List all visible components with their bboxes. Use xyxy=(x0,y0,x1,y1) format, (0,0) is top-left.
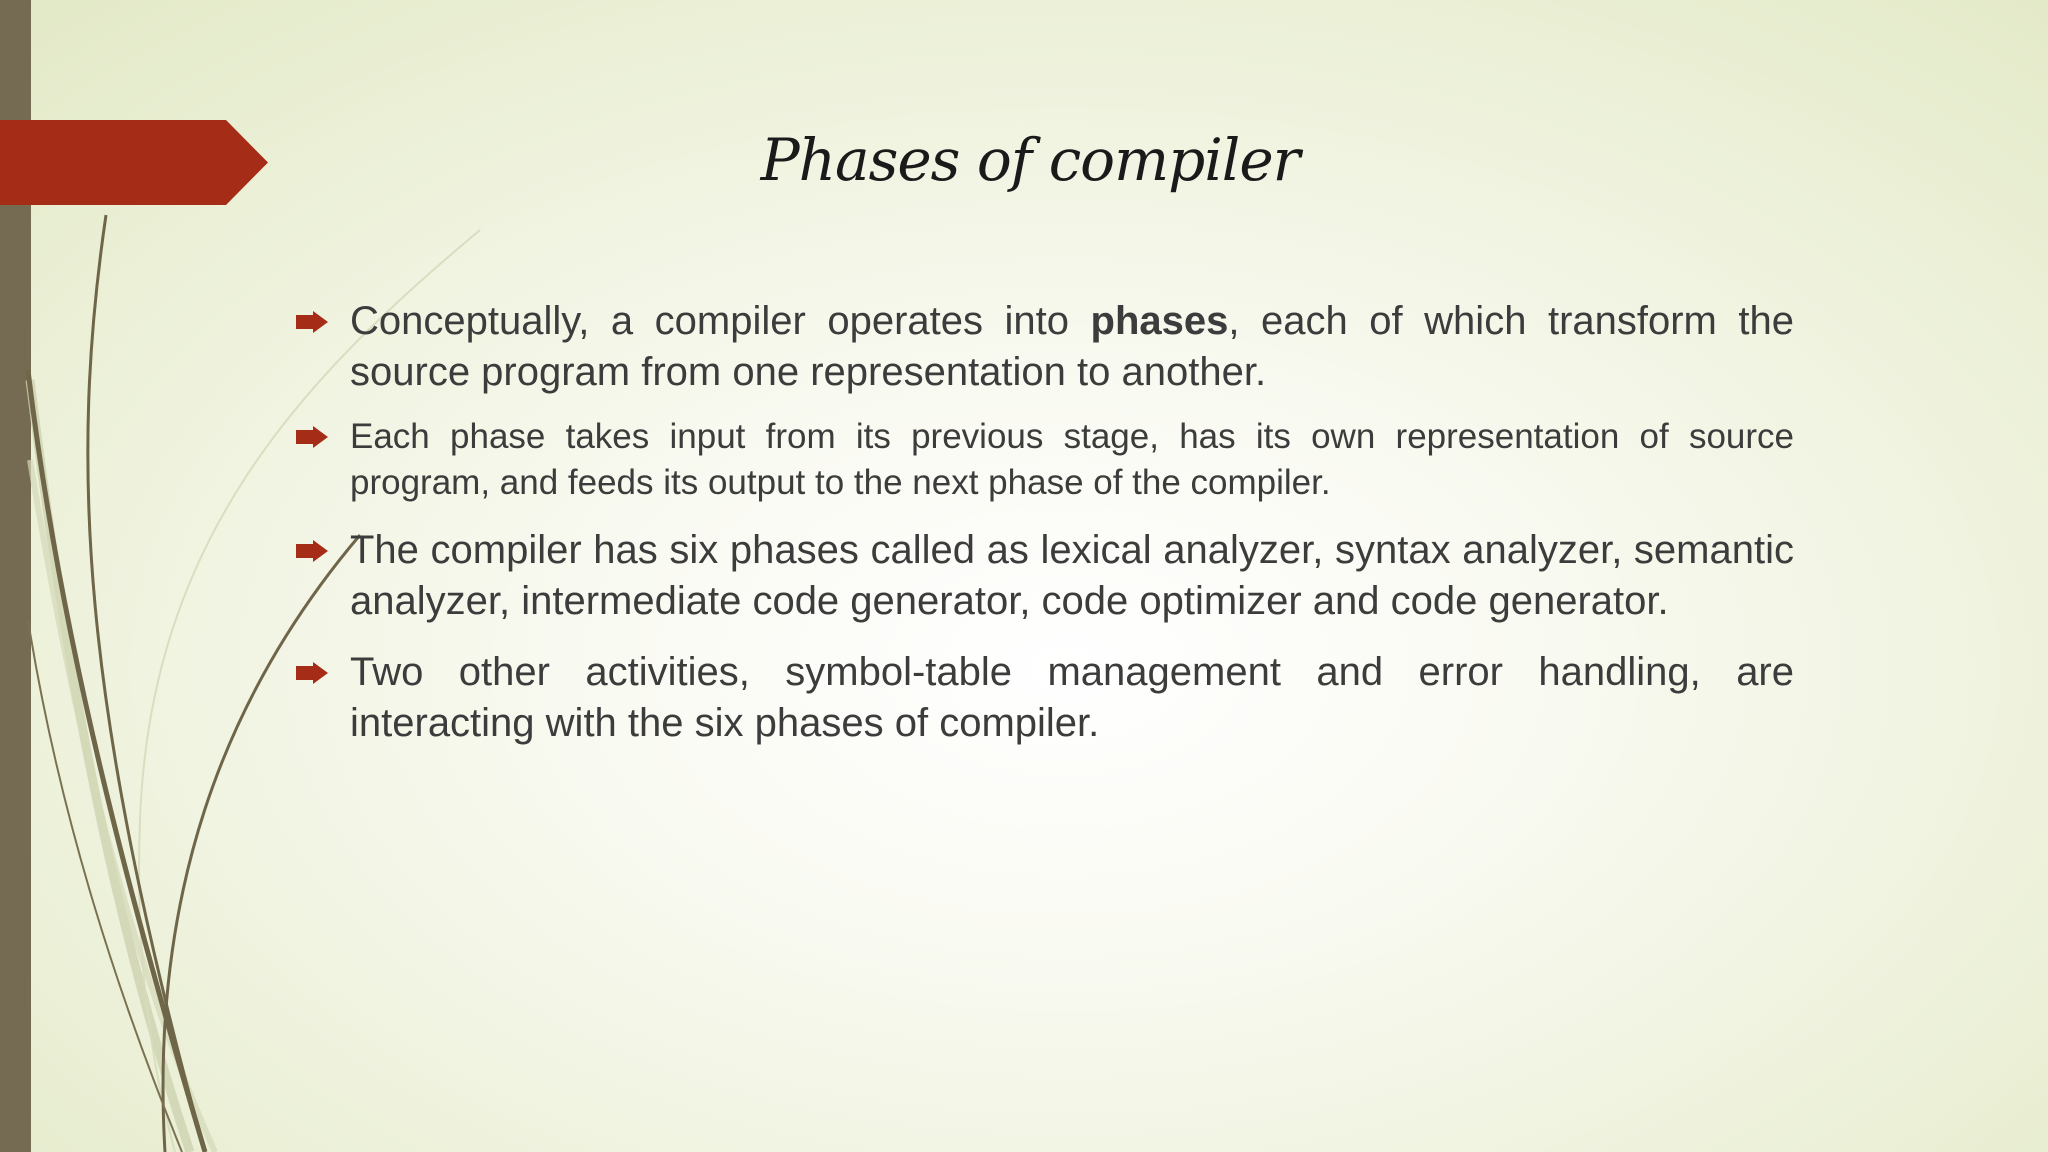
bullet-item-2 xyxy=(296,414,1794,506)
arrow-bullet-icon xyxy=(296,540,328,562)
bullet-list xyxy=(296,296,1794,749)
slide-title: Phases of compiler xyxy=(760,126,1300,194)
bullet-text-1-emphasis: phases xyxy=(1090,299,1229,343)
bullet-text-4: Two other activities, symbol-table management and error handling, are interacting with the six phases of compiler. xyxy=(350,650,1794,745)
bullet-item-1 xyxy=(296,296,1794,398)
bullet-text-1-before: Conceptually, a compiler operates into xyxy=(350,299,1091,343)
bullet-text-2: Each phase takes input from its previous stage, has its own representation of source program, and feeds its output to the next phase of the compiler. xyxy=(350,417,1794,502)
arrow-bullet-icon xyxy=(296,662,328,684)
bullet-item-3 xyxy=(296,525,1794,627)
title-accent-arrow xyxy=(0,120,268,205)
arrow-bullet-icon xyxy=(296,426,328,448)
bullet-text-3: The compiler has six phases called as lexical analyzer, syntax analyzer, semantic analyzer, intermediate code generator, code optimizer and code generator. xyxy=(350,528,1794,623)
bullet-item-4 xyxy=(296,647,1794,749)
bullet-text-1-after: , each of which transform the source program from one representation to another. xyxy=(350,299,1795,394)
arrow-bullet-icon xyxy=(296,311,328,333)
